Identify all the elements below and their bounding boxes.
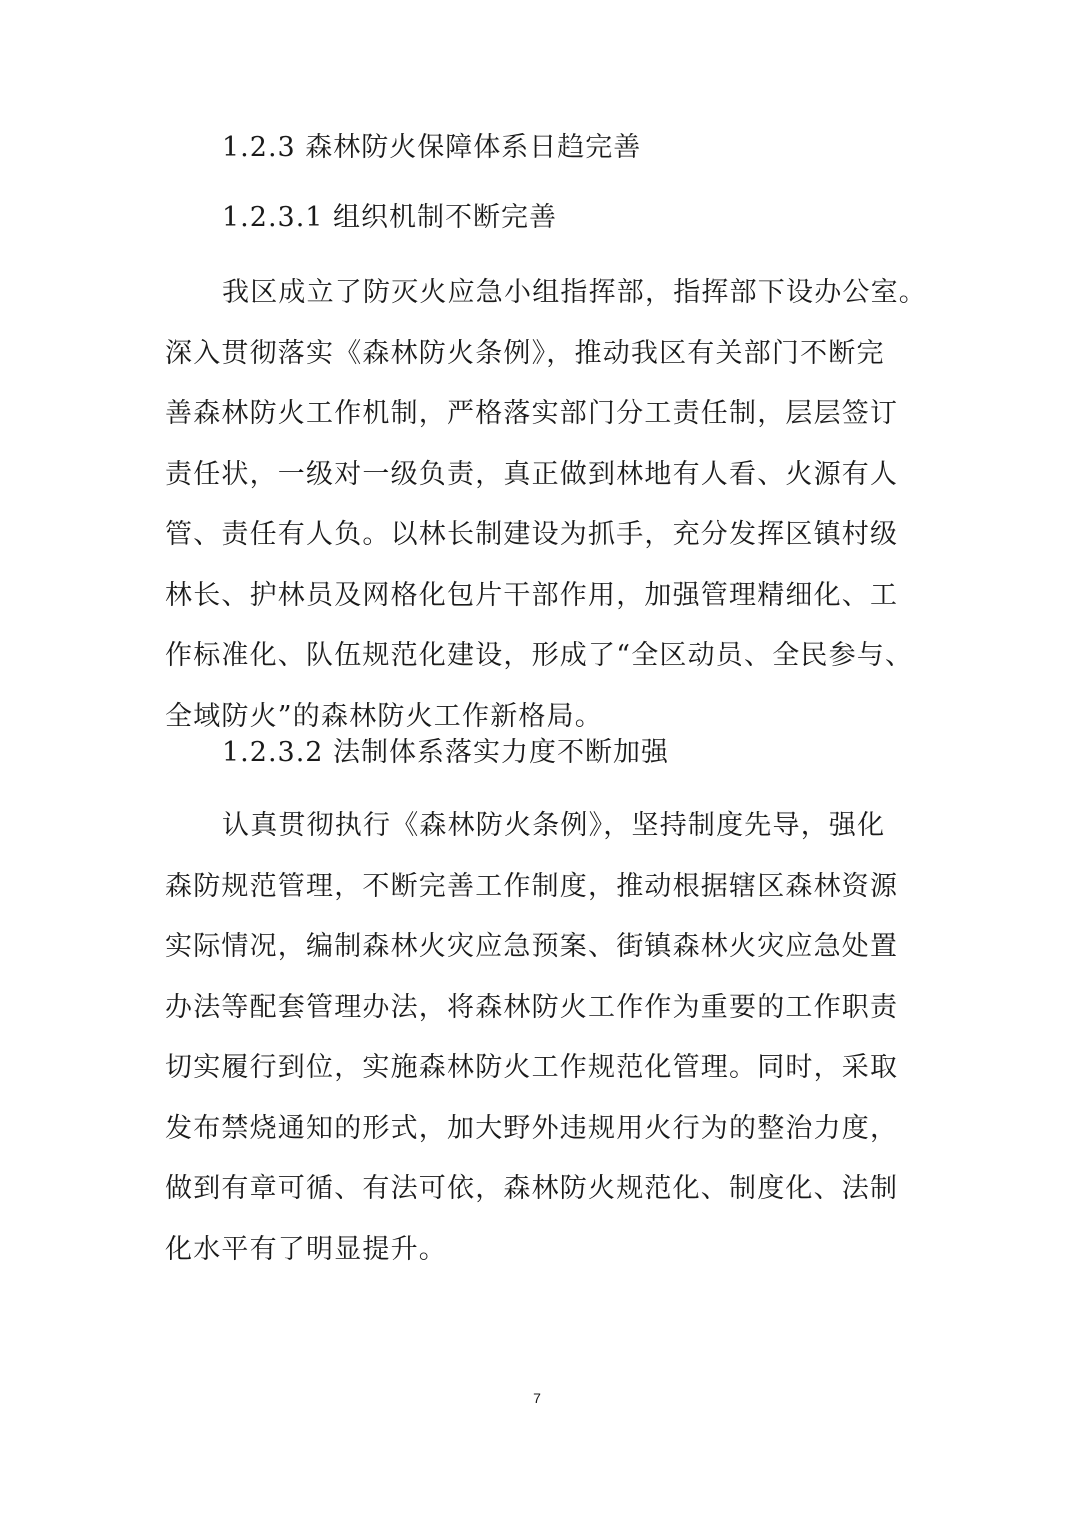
paragraph-line: 认真贯彻执行《森林防火条例》，坚持制度先导，强化 <box>222 810 886 841</box>
paragraph-line: 发布禁烧通知的形式，加大野外违规用火行为的整治力度， <box>165 1112 899 1144</box>
paragraph-line: 化水平有了明显提升。 <box>165 1233 447 1265</box>
subsection-heading-1-2-3-2: 1.2.3.2 法制体系落实力度不断加强 <box>222 737 670 768</box>
subsection-heading-1-2-3-1: 1.2.3.1 组织机制不断完善 <box>222 202 558 233</box>
paragraph-line: 善森林防火工作机制，严格落实部门分工责任制，层层签订 <box>165 398 899 429</box>
paragraph-line: 实际情况，编制森林火灾应急预案、街镇森林火灾应急处置 <box>165 931 899 962</box>
paragraph-legal-system <box>165 796 925 1280</box>
paragraph-line: 作标准化、队伍规范化建设，形成了“全区动员、全民参与、 <box>165 640 914 671</box>
paragraph-line: 管、责任有人负。以林长制建设为抓手，充分发挥区镇村级 <box>165 519 899 550</box>
paragraph-line: 我区成立了防灭火应急小组指挥部，指挥部下设办公室。 <box>222 277 927 308</box>
paragraph-line: 全域防火”的森林防火工作新格局。 <box>165 700 604 732</box>
paragraph-line: 责任状，一级对一级负责，真正做到林地有人看、火源有人 <box>165 458 899 490</box>
paragraph-line: 森防规范管理，不断完善工作制度，推动根据辖区森林资源 <box>165 870 899 902</box>
paragraph-line: 切实履行到位，实施森林防火工作规范化管理。同时，采取 <box>165 1052 899 1083</box>
paragraph-line: 深入贯彻落实《森林防火条例》，推动我区有关部门不断完 <box>165 337 885 369</box>
paragraph-line: 办法等配套管理办法，将森林防火工作作为重要的工作职责 <box>165 991 899 1023</box>
paragraph-organization-mechanism <box>165 263 925 747</box>
page-number: 7 <box>533 1390 541 1406</box>
section-heading-1-2-3: 1.2.3 森林防火保障体系日趋完善 <box>222 132 642 163</box>
paragraph-line: 做到有章可循、有法可依，森林防火规范化、制度化、法制 <box>165 1173 899 1204</box>
paragraph-line: 林长、护林员及网格化包片干部作用，加强管理精细化、工 <box>165 579 899 611</box>
